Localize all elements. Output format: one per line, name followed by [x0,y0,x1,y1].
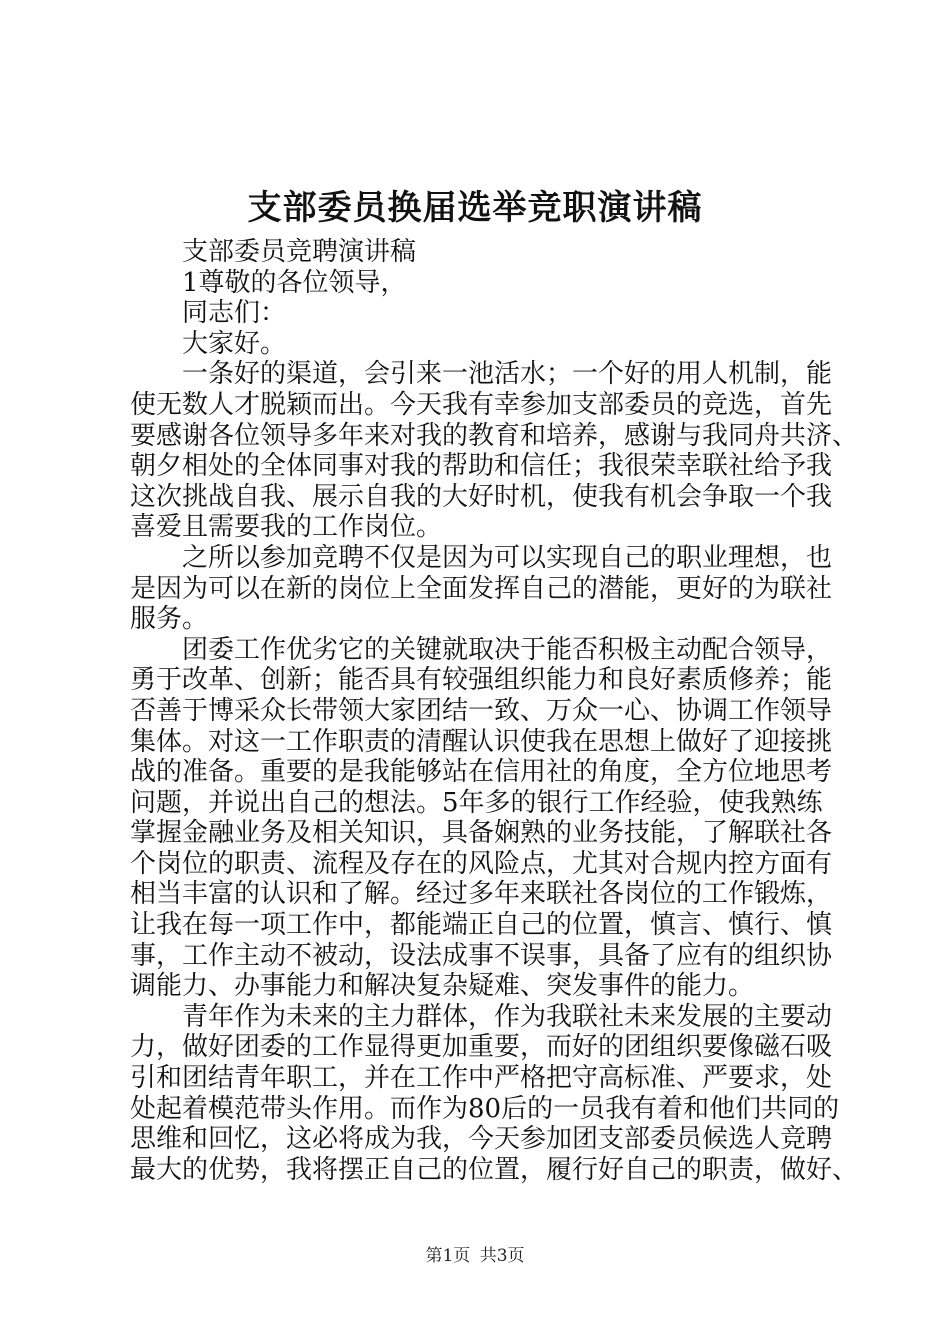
body-line: 问题，并说出自己的想法。5年多的银行工作经验，使我熟练 [130,787,823,818]
body-line: 朝夕相处的全体同事对我的帮助和信任；我很荣幸联社给予我 [130,451,833,482]
body-line: 1尊敬的各位领导， [130,267,407,298]
body-line: 相当丰富的认识和了解。经过多年来联社各岗位的工作锻炼， [130,879,833,910]
page-footer [0,1244,950,1268]
document-body [130,237,859,1185]
body-line: 集体。对这一工作职责的清醒认识使我在思想上做好了迎接挑 [130,726,833,757]
body-line: 这次挑战自我、展示自我的大好时机，使我有机会争取一个我 [130,481,833,512]
body-line: 同志们： [130,298,287,329]
body-line: 事，工作主动不被动，设法成事不误事，具备了应有的组织协 [130,940,833,971]
body-line: 支部委员竞聘演讲稿 [130,237,417,267]
body-line: 大家好。 [130,328,287,359]
body-line: 个岗位的职责、流程及存在的风险点，尤其对合规内控方面有 [130,848,833,879]
body-line: 力，做好团委的工作显得更加重要，而好的团组织要像磁石吸 [130,1032,833,1063]
body-line: 要感谢各位领导多年来对我的教育和培养，感谢与我同舟共济、 [130,420,859,451]
body-line: 之所以参加竞聘不仅是因为可以实现自己的职业理想，也 [130,542,833,573]
body-line: 最大的优势，我将摆正自己的位置，履行好自己的职责，做好、 [130,1154,859,1185]
body-line: 一条好的渠道，会引来一池活水；一个好的用人机制，能 [130,359,833,390]
body-line: 喜爱且需要我的工作岗位。 [130,512,443,543]
body-line: 是因为可以在新的岗位上全面发挥自己的潜能，更好的为联社 [130,573,833,604]
body-line: 服务。 [130,604,209,635]
body-line: 调能力、办事能力和解决复杂疑难、突发事件的能力。 [130,971,755,1002]
body-line: 否善于博采众长带领大家团结一致、万众一心、协调工作领导 [130,695,833,726]
body-line: 青年作为未来的主力群体，作为我联社未来发展的主要动 [130,1001,833,1032]
document-title: 支部委员换届选举竞职演讲稿 [247,188,703,228]
body-line: 让我在每一项工作中，都能端正自己的位置，慎言、慎行、慎 [130,910,833,941]
page-number: 第1页 [425,1246,471,1266]
body-line: 勇于改革、创新；能否具有较强组织能力和良好素质修养；能 [130,665,833,696]
page-total: 共3页 [479,1246,525,1266]
body-line: 团委工作优劣它的关键就取决于能否积极主动配合领导， [130,634,833,665]
body-line: 处起着模范带头作用。而作为80后的一员我有着和他们共同的 [130,1093,840,1124]
body-line: 思维和回忆，这必将成为我，今天参加团支部委员候选人竞聘 [130,1124,833,1155]
body-line: 引和团结青年职工，并在工作中严格把守高标准、严要求，处 [130,1063,833,1094]
body-line: 使无数人才脱颖而出。今天我有幸参加支部委员的竞选，首先 [130,389,833,420]
body-line: 战的准备。重要的是我能够站在信用社的角度，全方位地思考 [130,757,833,788]
body-line: 掌握金融业务及相关知识，具备娴熟的业务技能，了解联社各 [130,818,833,849]
